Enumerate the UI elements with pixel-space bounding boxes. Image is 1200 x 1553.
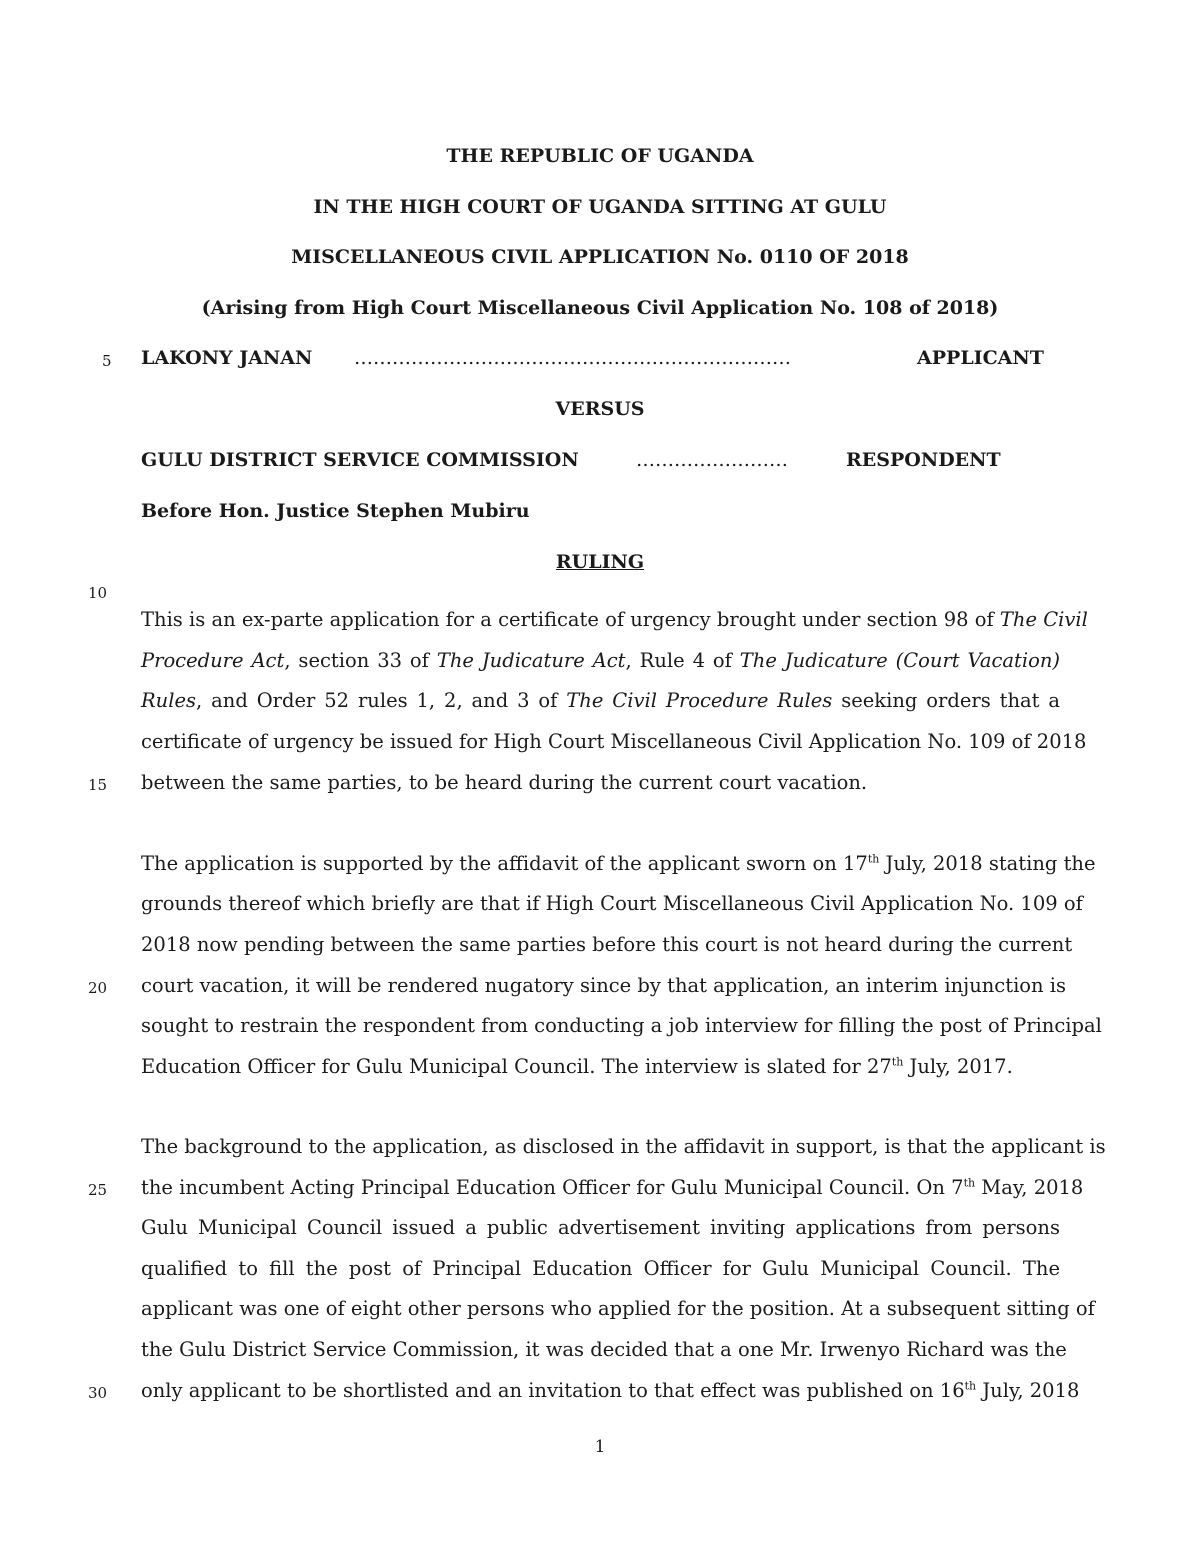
arising-heading: (Arising from High Court Miscellaneous Civil Application No. 108 of 2018) <box>201 297 999 319</box>
applicant-name: LAKONY JANAN <box>141 347 313 369</box>
paragraph-3-line-5: applicant was one of eight other persons who applied for the position. At a subsequent sitting of <box>141 1297 1095 1320</box>
paragraph-3-line-2: the incumbent Acting Principal Education Officer for Gulu Municipal Council. On 7th May, 2018 <box>141 1176 1084 1199</box>
line-number-20: 20 <box>88 979 108 997</box>
respondent-role: RESPONDENT <box>846 449 1001 471</box>
case-heading: MISCELLANEOUS CIVIL APPLICATION No. 0110 OF 2018 <box>291 246 909 268</box>
line-number-5: 5 <box>102 352 112 370</box>
respondent-name: GULU DISTRICT SERVICE COMMISSION <box>141 449 579 471</box>
line-number-10: 10 <box>88 584 108 602</box>
paragraph-1-line-4: certificate of urgency be issued for High Court Miscellaneous Civil Application No. 109 of 2018 <box>141 730 1087 753</box>
paragraph-3-line-6: the Gulu District Service Commission, it was decided that a one Mr. Irwenyo Richard was the <box>141 1338 1067 1361</box>
applicant-role: APPLICANT <box>917 347 1044 369</box>
line-number-30: 30 <box>88 1384 108 1402</box>
paragraph-3-line-3: Gulu Municipal Council issued a public advertisement inviting applications from persons <box>141 1216 1060 1239</box>
respondent-dots: …………………… <box>636 449 788 471</box>
paragraph-2-line-5: sought to restrain the respondent from conducting a job interview for filling the post of Principal <box>141 1014 1102 1037</box>
applicant-dots: …………………………………………………………… <box>354 347 791 369</box>
paragraph-1-line-3: Rules, and Order 52 rules 1, 2, and 3 of The Civil Procedure Rules seeking orders that a <box>141 689 1060 712</box>
paragraph-3-line-7: only applicant to be shortlisted and an invitation to that effect was published on 16th July, 2018 <box>141 1379 1080 1402</box>
paragraph-2-line-4: court vacation, it will be rendered nugatory since by that application, an interim injunction is <box>141 974 1067 997</box>
paragraph-2-line-1: The application is supported by the affidavit of the applicant sworn on 17th July, 2018 stating the <box>141 852 1096 875</box>
paragraph-2-line-6: Education Officer for Gulu Municipal Council. The interview is slated for 27th July, 2017. <box>141 1055 1013 1078</box>
paragraph-1-line-5: between the same parties, to be heard during the current court vacation. <box>141 771 868 794</box>
paragraph-3-line-1: The background to the application, as disclosed in the affidavit in support, is that the applicant is <box>141 1135 1106 1158</box>
paragraph-1-line-2: Procedure Act, section 33 of The Judicature Act, Rule 4 of The Judicature (Court Vacation) <box>141 649 1060 672</box>
paragraph-2-line-3: 2018 now pending between the same parties before this court is not heard during the current <box>141 933 1073 956</box>
paragraph-2-line-2: grounds thereof which briefly are that if High Court Miscellaneous Civil Application No. 109 of <box>141 892 1083 915</box>
paragraph-3-line-4: qualified to fill the post of Principal Education Officer for Gulu Municipal Council. The <box>141 1257 1060 1280</box>
court-heading: IN THE HIGH COURT OF UGANDA SITTING AT GULU <box>313 196 887 218</box>
republic-heading: THE REPUBLIC OF UGANDA <box>446 145 754 167</box>
ruling-title: RULING <box>555 551 645 573</box>
line-number-15: 15 <box>88 776 108 794</box>
line-number-25: 25 <box>88 1181 108 1199</box>
before-judge: Before Hon. Justice Stephen Mubiru <box>141 500 530 522</box>
page-number: 1 <box>594 1437 606 1457</box>
versus-label: VERSUS <box>555 398 645 420</box>
paragraph-1-line-1: This is an ex-parte application for a certificate of urgency brought under section 98 of The Civil <box>141 608 1088 631</box>
